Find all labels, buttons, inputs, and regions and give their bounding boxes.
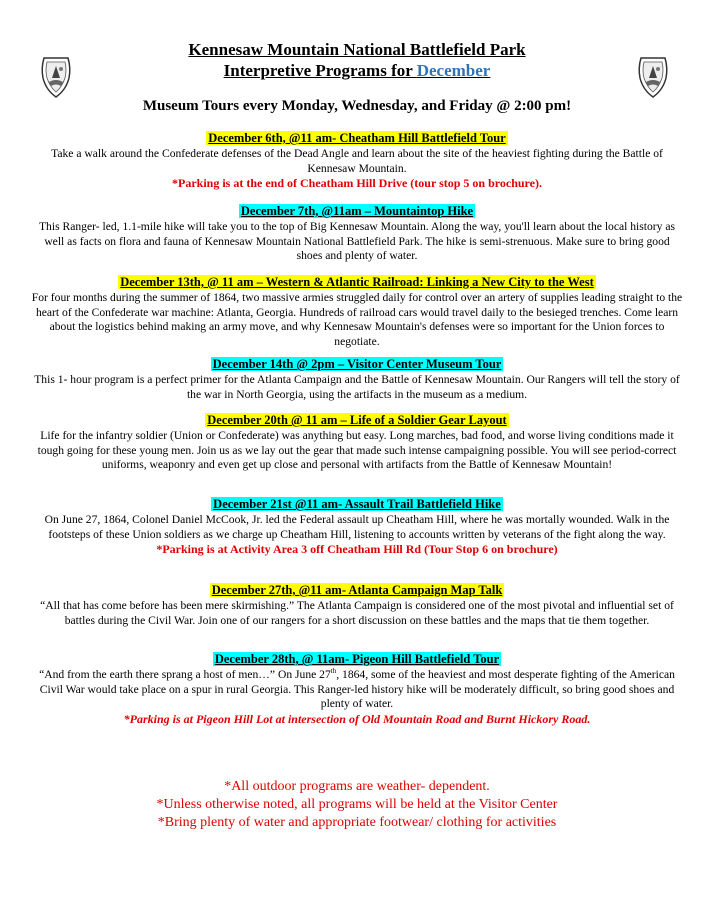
program-heading-text: December 27th, @11 am- Atlanta Campaign Map Talk: [211, 583, 503, 597]
parking-note: *Parking is at Activity Area 3 off Cheatham Hill Rd (Tour Stop 6 on brochure): [156, 542, 558, 556]
location-note: *Unless otherwise noted, all programs will be held at the Visitor Center: [156, 797, 558, 812]
parking-note: *Parking is at the end of Cheatham Hill Drive (tour stop 5 on brochure).: [171, 176, 542, 190]
ordinal-suffix: th: [330, 667, 337, 676]
program-heading: [30, 652, 684, 666]
program-entry: [30, 413, 684, 473]
programs-title-month: December: [416, 61, 491, 80]
program-entry: [30, 204, 684, 264]
program-description-start: “And from the earth there sprang a host of men…” On June 27: [39, 668, 331, 681]
program-entry: [30, 275, 684, 349]
program-description: This Ranger- led, 1.1-mile hike will take you to the top of Big Kennesaw Mountain. Along the way, you'll learn about the local history as well as facts on flora and fauna of Kennesaw Mountain National Battlefield Park. The hike is semi-strenuous. Make sure to bring good shoes and plenty of water.: [38, 220, 676, 262]
park-title: Kennesaw Mountain National Battlefield Park: [188, 40, 526, 59]
program-entry: [30, 652, 684, 726]
program-heading-text: December 13th, @ 11 am – Western & Atlantic Railroad: Linking a New City to the West: [120, 275, 594, 289]
program-entry: [30, 497, 684, 557]
program-heading: [30, 357, 684, 371]
program-entry: [30, 357, 684, 402]
program-heading: [30, 204, 684, 218]
program-description: This 1- hour program is a perfect primer for the Atlanta Campaign and the Battle of Kennesaw Mountain. Our Rangers will tell the story of the war in North Georgia, using the artifacts in the museum as a medium.: [34, 373, 680, 401]
program-description: Life for the infantry soldier (Union or Confederate) was anything but easy. Long marches, bad food, and worse living conditions made it tough going for these young men. Join us as we lay out the gear that made such intense campaigning possible. You will see period-correct uniforms, weaponry and even get up close and personal with artifacts from the Battle of Kennesaw Mountain!: [37, 429, 677, 471]
programs-title: [0, 61, 714, 81]
program-entry: [30, 583, 684, 628]
program-heading-text: December 28th, @ 11am- Pigeon Hill Battlefield Tour: [214, 652, 500, 666]
program-entry: [30, 131, 684, 191]
program-heading: [30, 131, 684, 145]
program-description: Take a walk around the Confederate defenses of the Dead Angle and learn about the site of the heaviest fighting during the Battle of Kennesaw Mountain.: [51, 147, 663, 175]
program-heading: [30, 583, 684, 597]
program-heading: [30, 275, 684, 289]
general-notes: [0, 778, 714, 832]
program-description: On June 27, 1864, Colonel Daniel McCook, Jr. led the Federal assault up Cheatham Hill, where he was mortally wounded. Walk in the footsteps of these Union soldiers as we charge up Cheatham Hill, listening to accounts written by veterans of the fight along the way.: [44, 513, 670, 541]
program-description: [30, 668, 684, 712]
program-heading-text: December 20th @ 11 am – Life of a Soldier Gear Layout: [207, 413, 507, 427]
program-heading-text: December 7th, @11am – Mountaintop Hike: [240, 204, 474, 218]
program-heading-text: December 14th @ 2pm – Visitor Center Museum Tour: [212, 357, 502, 371]
gear-note: *Bring plenty of water and appropriate footwear/ clothing for activities: [157, 815, 557, 830]
program-description-end: , 1864, some of the heaviest and most desperate fighting of the American Civil War would take place on a spur in rural Georgia. This Ranger-led history hike will be moderately difficult, so bring good shoes and plenty of water.: [39, 668, 675, 710]
museum-tours-banner: Museum Tours every Monday, Wednesday, and Friday @ 2:00 pm!: [142, 98, 572, 114]
program-description: For four months during the summer of 1864, two massive armies struggled daily for control over an artery of supplies leading straight to the heart of the Confederate war machine: Atlanta, Georgia. Hundreds of railroad cars would travel daily to the besieged trenches. Come learn about the logistics behind making an army move, and why Kennesaw Mountain's defenses were so important for the Union forces to negotiate.: [31, 291, 683, 348]
program-heading: [30, 497, 684, 511]
program-description: “All that has come before has been mere skirmishing.” The Atlanta Campaign is considered one of the most pivotal and influential set of battles during the Civil War. Join one of our rangers for a short discussion on these battles and the maps that tie them together.: [40, 599, 674, 627]
weather-note: *All outdoor programs are weather- dependent.: [224, 779, 490, 794]
program-heading-text: December 6th, @11 am- Cheatham Hill Battlefield Tour: [208, 131, 506, 145]
program-heading: [30, 413, 684, 427]
parking-note: *Parking is at Pigeon Hill Lot at intersection of Old Mountain Road and Burnt Hickory Road.: [123, 711, 591, 726]
programs-title-prefix: Interpretive Programs for: [223, 61, 417, 80]
program-heading-text: December 21st @11 am- Assault Trail Battlefield Hike: [213, 497, 501, 511]
